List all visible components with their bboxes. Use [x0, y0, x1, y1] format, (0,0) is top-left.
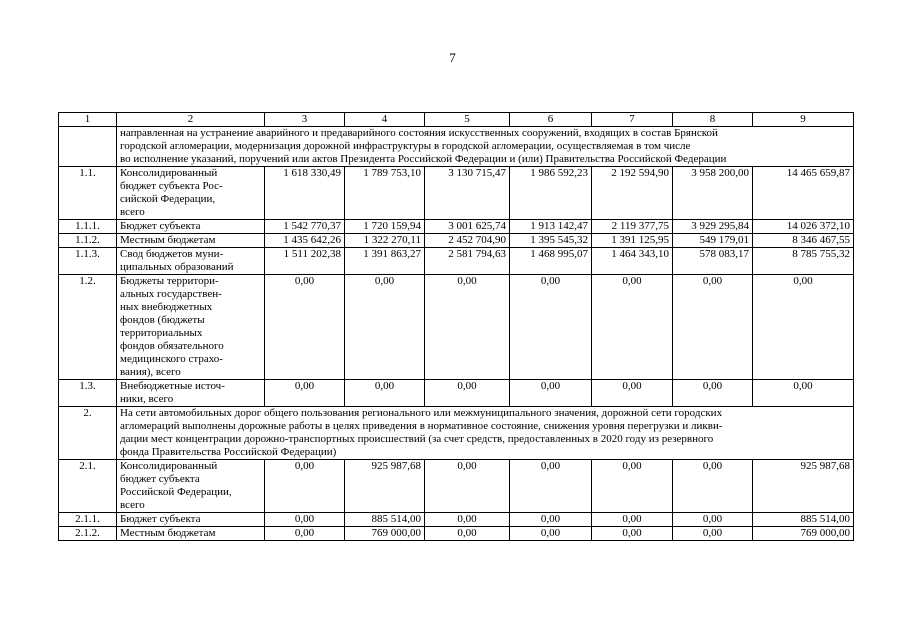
value-cell: 0,00 — [265, 275, 345, 380]
page-number: 7 — [449, 50, 456, 65]
value-cell: 1 435 642,26 — [265, 234, 345, 248]
value-cell: 549 179,01 — [673, 234, 753, 248]
value-cell: 1 913 142,47 — [510, 220, 592, 234]
value-cell: 0,00 — [592, 460, 673, 513]
value-cell: 0,00 — [510, 460, 592, 513]
value-cell: 578 083,17 — [673, 248, 753, 275]
text-line: сийской Федерации, — [120, 193, 216, 205]
value-cell: 2 452 704,90 — [425, 234, 510, 248]
value-cell: 0,00 — [265, 380, 345, 407]
value-cell: 0,00 — [673, 527, 753, 541]
table-row — [59, 527, 854, 541]
value-cell: 0,00 — [425, 460, 510, 513]
text-line: ники, всего — [120, 393, 174, 405]
row-number: 1.1. — [59, 167, 117, 220]
table-row — [59, 167, 854, 220]
text-line: Консолидированный — [120, 460, 218, 472]
row-name — [117, 380, 265, 407]
table-row — [59, 220, 854, 234]
text-line: ных внебюджетных — [120, 301, 213, 313]
value-cell: 0,00 — [753, 380, 854, 407]
value-cell: 1 391 863,27 — [345, 248, 425, 275]
value-cell: 769 000,00 — [345, 527, 425, 541]
row-name — [117, 220, 265, 234]
section-row — [59, 127, 854, 167]
header-cell: 6 — [510, 113, 592, 127]
value-cell: 14 026 372,10 — [753, 220, 854, 234]
value-cell: 1 986 592,23 — [510, 167, 592, 220]
text-line: Бюджет субъекта — [120, 220, 201, 232]
value-cell: 1 391 125,95 — [592, 234, 673, 248]
text-line: фонда Правительства Российской Федерации) — [120, 446, 337, 458]
value-cell: 14 465 659,87 — [753, 167, 854, 220]
text-line: агломераций выполнены дорожные работы в целях приведения в нормативное состояние, снижения уровня перегрузки и ликви- — [120, 420, 723, 432]
value-cell: 0,00 — [673, 380, 753, 407]
value-cell: 0,00 — [673, 513, 753, 527]
row-number: 2.1.1. — [59, 513, 117, 527]
text-line: Бюджет субъекта — [120, 513, 201, 525]
value-cell: 1 468 995,07 — [510, 248, 592, 275]
value-cell: 1 395 545,32 — [510, 234, 592, 248]
text-line: бюджет субъекта — [120, 473, 200, 485]
text-line: Местным бюджетам — [120, 527, 216, 539]
text-line: Местным бюджетам — [120, 234, 216, 246]
row-name — [117, 275, 265, 380]
value-cell: 885 514,00 — [753, 513, 854, 527]
text-line: во исполнение указаний, поручений или актов Президента Российской Федерации и (или) Правительства Российской Федерации — [120, 153, 727, 165]
header-cell: 5 — [425, 113, 510, 127]
header-cell: 9 — [753, 113, 854, 127]
value-cell: 0,00 — [673, 460, 753, 513]
value-cell: 0,00 — [265, 527, 345, 541]
value-cell: 1 720 159,94 — [345, 220, 425, 234]
table-row — [59, 380, 854, 407]
value-cell: 885 514,00 — [345, 513, 425, 527]
text-line: Российской Федерации, — [120, 486, 232, 498]
text-line: Внебюджетные источ- — [120, 380, 225, 392]
value-cell: 1 789 753,10 — [345, 167, 425, 220]
section-description — [117, 407, 854, 460]
budget-table — [58, 112, 854, 541]
row-name — [117, 460, 265, 513]
header-cell: 2 — [117, 113, 265, 127]
value-cell: 0,00 — [510, 380, 592, 407]
section-description — [117, 127, 854, 167]
table-row — [59, 234, 854, 248]
row-name — [117, 513, 265, 527]
header-cell: 7 — [592, 113, 673, 127]
value-cell: 8 346 467,55 — [753, 234, 854, 248]
header-cell: 8 — [673, 113, 753, 127]
text-line: вания), всего — [120, 366, 181, 378]
table-row — [59, 513, 854, 527]
section-row — [59, 407, 854, 460]
value-cell: 3 929 295,84 — [673, 220, 753, 234]
value-cell: 2 119 377,75 — [592, 220, 673, 234]
value-cell: 0,00 — [425, 527, 510, 541]
row-name — [117, 234, 265, 248]
text-line: бюджет субъекта Рос- — [120, 180, 223, 192]
text-line: ципальных образований — [120, 261, 234, 273]
value-cell: 0,00 — [510, 527, 592, 541]
row-number: 2.1. — [59, 460, 117, 513]
row-number: 1.1.1. — [59, 220, 117, 234]
row-number: 1.2. — [59, 275, 117, 380]
value-cell: 0,00 — [425, 380, 510, 407]
table-row — [59, 275, 854, 380]
value-cell: 0,00 — [592, 527, 673, 541]
value-cell: 1 464 343,10 — [592, 248, 673, 275]
header-cell: 4 — [345, 113, 425, 127]
value-cell: 0,00 — [673, 275, 753, 380]
text-line: фондов (бюджеты — [120, 314, 205, 326]
text-line: дации мест концентрации дорожно-транспортных происшествий (за счет средств, предоставленных в 2020 году из резервного — [120, 433, 714, 445]
value-cell: 0,00 — [265, 513, 345, 527]
value-cell: 3 001 625,74 — [425, 220, 510, 234]
table-row — [59, 460, 854, 513]
table-row — [59, 248, 854, 275]
row-name — [117, 167, 265, 220]
value-cell: 0,00 — [592, 275, 673, 380]
text-line: Бюджеты территори- — [120, 275, 219, 287]
header-cell: 3 — [265, 113, 345, 127]
value-cell: 8 785 755,32 — [753, 248, 854, 275]
value-cell: 1 322 270,11 — [345, 234, 425, 248]
value-cell: 769 000,00 — [753, 527, 854, 541]
value-cell: 0,00 — [425, 275, 510, 380]
text-line: территориальных — [120, 327, 203, 339]
value-cell: 925 987,68 — [753, 460, 854, 513]
value-cell: 0,00 — [510, 275, 592, 380]
row-name — [117, 527, 265, 541]
text-line: всего — [120, 499, 145, 511]
value-cell: 0,00 — [345, 380, 425, 407]
value-cell: 0,00 — [592, 380, 673, 407]
row-number — [59, 127, 117, 167]
text-line: Консолидированный — [120, 167, 218, 179]
text-line: городской агломерации, модернизация дорожной инфраструктуры в городской агломерации, осуществляемая в том числе — [120, 140, 691, 152]
value-cell: 2 192 594,90 — [592, 167, 673, 220]
row-number: 1.1.3. — [59, 248, 117, 275]
row-number: 2. — [59, 407, 117, 460]
row-name — [117, 248, 265, 275]
value-cell: 3 958 200,00 — [673, 167, 753, 220]
text-line: направленная на устранение аварийного и предаварийного состояния искусственных сооружений, входящих в состав Брянской — [120, 127, 718, 139]
value-cell: 2 581 794,63 — [425, 248, 510, 275]
value-cell: 1 618 330,49 — [265, 167, 345, 220]
value-cell: 3 130 715,47 — [425, 167, 510, 220]
header-row — [59, 113, 854, 127]
value-cell: 0,00 — [265, 460, 345, 513]
text-line: всего — [120, 206, 145, 218]
text-line: альных государствен- — [120, 288, 222, 300]
value-cell: 0,00 — [425, 513, 510, 527]
row-number: 2.1.2. — [59, 527, 117, 541]
text-line: фондов обязательного — [120, 340, 224, 352]
value-cell: 1 511 202,38 — [265, 248, 345, 275]
value-cell: 0,00 — [345, 275, 425, 380]
row-number: 1.1.2. — [59, 234, 117, 248]
text-line: На сети автомобильных дорог общего пользования регионального или межмуниципального значения, дорожной сети городских — [120, 407, 723, 419]
text-line: Свод бюджетов муни- — [120, 248, 224, 260]
value-cell: 0,00 — [592, 513, 673, 527]
value-cell: 0,00 — [753, 275, 854, 380]
value-cell: 1 542 770,37 — [265, 220, 345, 234]
row-number: 1.3. — [59, 380, 117, 407]
value-cell: 925 987,68 — [345, 460, 425, 513]
header-cell: 1 — [59, 113, 117, 127]
text-line: медицинского страхо- — [120, 353, 223, 365]
value-cell: 0,00 — [510, 513, 592, 527]
